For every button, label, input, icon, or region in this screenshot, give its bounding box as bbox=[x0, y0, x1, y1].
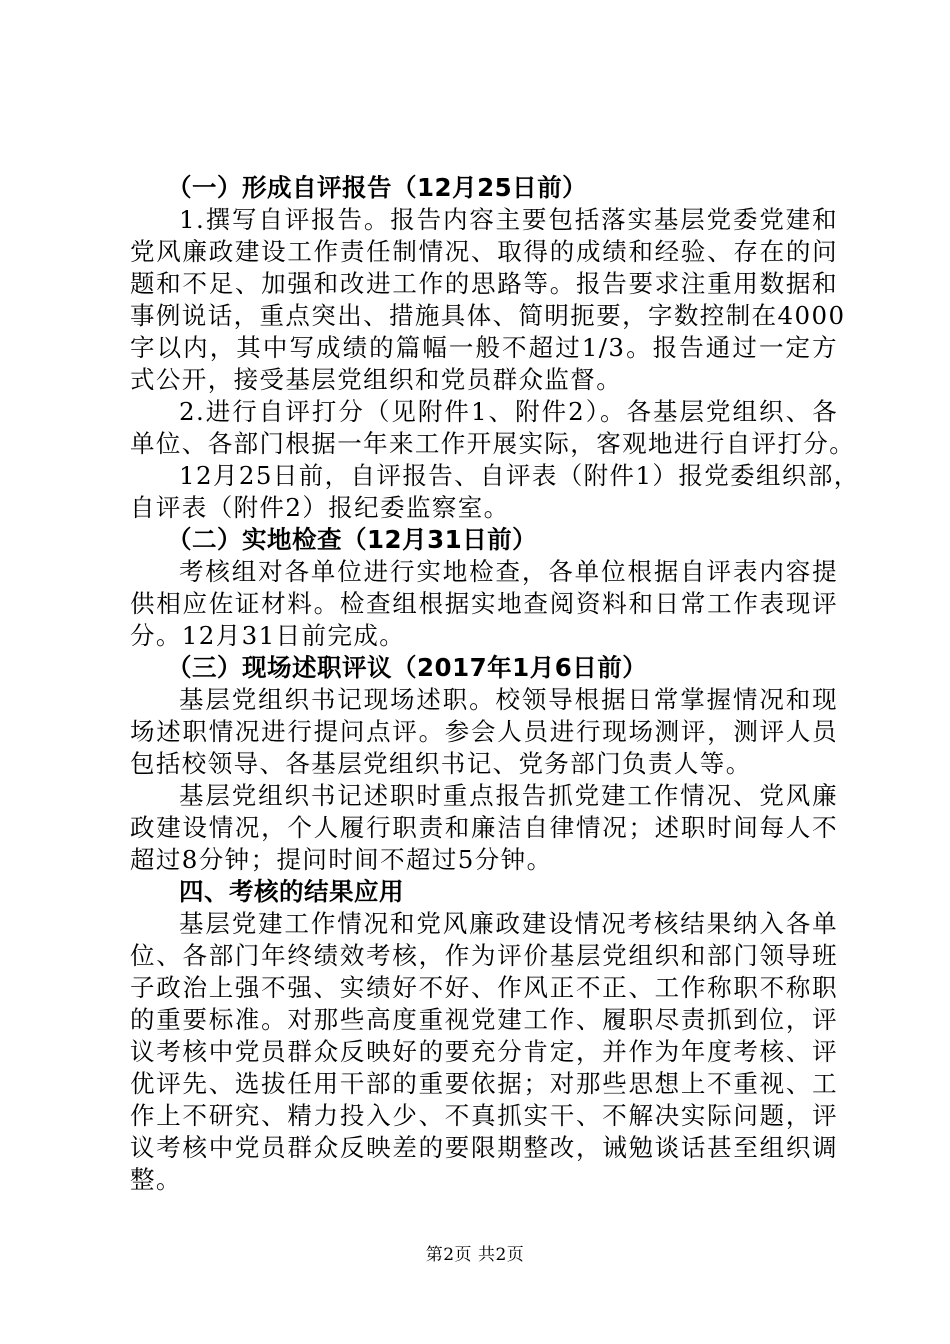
paragraph-line: 议考核中党员群众反映好的要充分肯定，并作为年度考核、评 bbox=[130, 1037, 838, 1066]
paragraph-line: 1.撰写自评报告。报告内容主要包括落实基层党委党建和 bbox=[179, 205, 838, 234]
paragraph-line: 2.进行自评打分（见附件1、附件2）。各基层党组织、各 bbox=[179, 397, 838, 426]
paragraph-line: 基层党组织书记现场述职。校领导根据日常掌握情况和现 bbox=[179, 685, 838, 714]
paragraph-line: 自评表（附件2）报纪委监察室。 bbox=[130, 493, 510, 522]
paragraph-line: 字以内，其中写成绩的篇幅一般不超过1/3。报告通过一定方 bbox=[130, 333, 838, 362]
paragraph-line: 式公开，接受基层党组织和党员群众监督。 bbox=[130, 365, 623, 394]
section-heading: （三）现场述职评议（2017年1月6日前） bbox=[167, 653, 648, 682]
paragraph-line: 位、各部门年终绩效考核，作为评价基层党组织和部门领导班 bbox=[130, 941, 838, 970]
paragraph-line: 基层党组织书记述职时重点报告抓党建工作情况、党风廉 bbox=[179, 781, 838, 810]
section-heading: 四、考核的结果应用 bbox=[179, 877, 404, 906]
paragraph-line: 基层党建工作情况和党风廉政建设情况考核结果纳入各单 bbox=[179, 909, 838, 938]
document-body bbox=[130, 172, 860, 1196]
paragraph-line: 供相应佐证材料。检查组根据实地查阅资料和日常工作表现评 bbox=[130, 589, 838, 618]
paragraph-line: 优评先、选拔任用干部的重要依据；对那些思想上不重视、工 bbox=[130, 1069, 838, 1098]
paragraph-line: 包括校领导、各基层党组织书记、党务部门负责人等。 bbox=[130, 749, 752, 778]
paragraph-line: 党风廉政建设工作责任制情况、取得的成绩和经验、存在的问 bbox=[130, 237, 838, 266]
section-heading: （二）实地检查（12月31日前） bbox=[167, 525, 538, 554]
paragraph-line: 的重要标准。对那些高度重视党建工作、履职尽责抓到位，评 bbox=[130, 1005, 838, 1034]
paragraph-line: 政建设情况，个人履行职责和廉洁自律情况；述职时间每人不 bbox=[130, 813, 838, 842]
paragraph-line: 考核组对各单位进行实地检查，各单位根据自评表内容提 bbox=[179, 557, 838, 586]
paragraph-line: 子政治上强不强、实绩好不好、作风正不正、工作称职不称职 bbox=[130, 973, 838, 1002]
paragraph-line: 作上不研究、精力投入少、不真抓实干、不解决实际问题，评 bbox=[130, 1101, 838, 1130]
paragraph-line: 题和不足、加强和改进工作的思路等。报告要求注重用数据和 bbox=[130, 269, 838, 298]
paragraph-line: 12月25日前，自评报告、自评表（附件1）报党委组织部， bbox=[179, 461, 860, 490]
paragraph-line: 分。12月31日前完成。 bbox=[130, 621, 406, 650]
paragraph-line: 单位、各部门根据一年来工作开展实际，客观地进行自评打分。 bbox=[130, 429, 856, 458]
page-number: 第2页 共2页 bbox=[425, 1245, 525, 1265]
paragraph-line: 场述职情况进行提问点评。参会人员进行现场测评，测评人员 bbox=[130, 717, 838, 746]
page-footer bbox=[0, 1244, 950, 1266]
paragraph-line: 整。 bbox=[130, 1165, 182, 1194]
section-heading: （一）形成自评报告（12月25日前） bbox=[167, 173, 588, 202]
paragraph-line: 超过8分钟；提问时间不超过5分钟。 bbox=[130, 845, 553, 874]
paragraph-line: 议考核中党员群众反映差的要限期整改，诫勉谈话甚至组织调 bbox=[130, 1133, 838, 1162]
paragraph-line: 事例说话，重点突出、措施具体、简明扼要，字数控制在4000 bbox=[130, 301, 846, 330]
